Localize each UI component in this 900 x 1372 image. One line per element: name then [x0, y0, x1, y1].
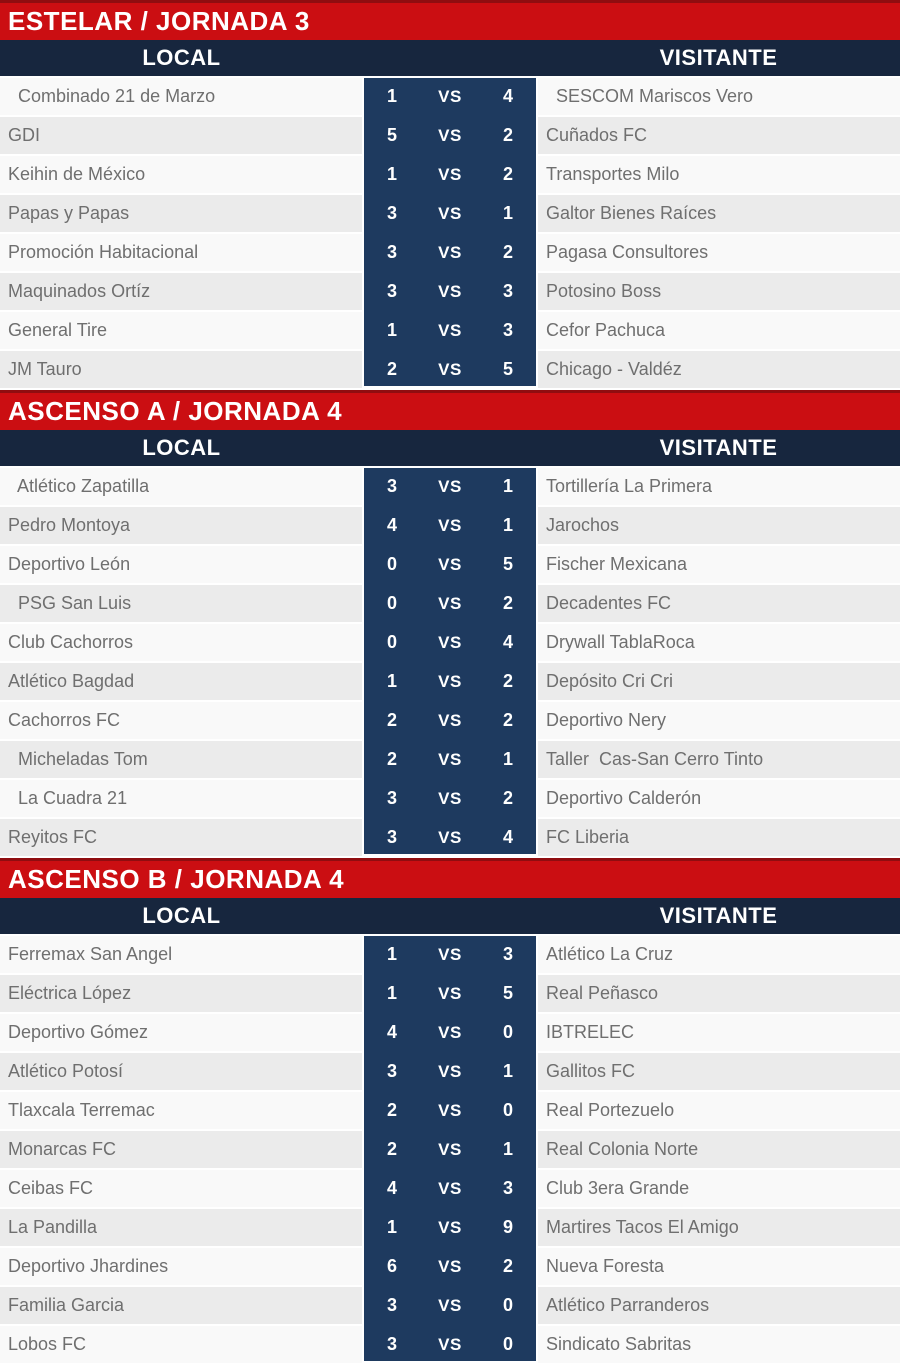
visitante-team-cell: [538, 819, 900, 856]
local-score: 1: [386, 164, 397, 184]
visitante-team-cell: [538, 1170, 900, 1207]
match-row: [0, 117, 900, 154]
match-row: [0, 78, 900, 115]
score-cell: [364, 1326, 536, 1363]
visitante-team-name: Gallitos FC: [546, 1061, 636, 1081]
local-team-cell: [0, 936, 362, 973]
match-rows: [0, 468, 900, 856]
score-cell: [364, 507, 536, 544]
vs-label: VS: [438, 944, 462, 964]
visitante-team-name: Deportivo Nery: [546, 710, 667, 730]
visitante-team-cell: [538, 741, 900, 778]
match-row: [0, 819, 900, 856]
score-cell: [364, 546, 536, 583]
score-cell: [364, 234, 536, 271]
local-team-name: Promoción Habitacional: [8, 242, 199, 262]
score-cell: [364, 1092, 536, 1129]
visitante-score: 4: [502, 827, 513, 847]
visitante-score: 1: [502, 203, 513, 223]
vs-label: VS: [438, 1100, 462, 1120]
visitante-team-cell: [538, 975, 900, 1012]
visitante-team-cell: [538, 117, 900, 154]
local-team-cell: [0, 234, 362, 271]
match-row: [0, 1131, 900, 1168]
visitante-score: 5: [502, 554, 513, 574]
match-row: [0, 507, 900, 544]
vs-label: VS: [438, 1139, 462, 1159]
match-row: [0, 1248, 900, 1285]
league-section: [0, 0, 900, 388]
local-team-cell: [0, 1014, 362, 1051]
section-title: ASCENSO B / JORNADA 4: [8, 864, 345, 894]
columns-header-spacer: [363, 430, 537, 466]
visitante-score: 0: [502, 1295, 513, 1315]
local-team-cell: [0, 585, 362, 622]
local-score: 1: [386, 944, 397, 964]
score-cell: [364, 1131, 536, 1168]
local-team-name: JM Tauro: [8, 359, 82, 379]
visitante-team-cell: [538, 1209, 900, 1246]
visitante-score: 2: [502, 710, 513, 730]
local-team-name: Reyitos FC: [8, 827, 98, 847]
visitante-team-cell: [538, 585, 900, 622]
vs-label: VS: [438, 1178, 462, 1198]
local-team-name: Maquinados Ortíz: [8, 281, 151, 301]
score-cell: [364, 1209, 536, 1246]
local-team-name: Club Cachorros: [8, 632, 134, 652]
local-team-name: Deportivo León: [8, 554, 131, 574]
local-team-name: Tlaxcala Terremac: [8, 1100, 155, 1120]
match-row: [0, 195, 900, 232]
columns-header: [0, 898, 900, 934]
visitante-team-cell: [538, 1092, 900, 1129]
local-team-cell: [0, 117, 362, 154]
visitante-team-name: FC Liberia: [546, 827, 630, 847]
local-score: 0: [386, 593, 397, 613]
score-cell: [364, 195, 536, 232]
match-row: [0, 351, 900, 388]
visitante-team-name: Drywall TablaRoca: [546, 632, 695, 652]
visitante-score: 1: [502, 515, 513, 535]
column-header-local: LOCAL: [142, 903, 221, 928]
local-team-cell: [0, 624, 362, 661]
visitante-team-cell: [538, 234, 900, 271]
local-team-cell: [0, 195, 362, 232]
visitante-team-cell: [538, 1131, 900, 1168]
visitante-team-name: Martires Tacos El Amigo: [546, 1217, 739, 1237]
local-team-cell: [0, 1053, 362, 1090]
score-cell: [364, 1014, 536, 1051]
local-score: 4: [386, 1022, 397, 1042]
section-title-bar: [0, 858, 900, 898]
column-header-local: LOCAL: [142, 435, 221, 460]
local-team-name: Familia Garcia: [8, 1295, 125, 1315]
match-row: [0, 1209, 900, 1246]
local-score: 2: [386, 359, 397, 379]
match-row: [0, 780, 900, 817]
match-row: [0, 585, 900, 622]
score-cell: [364, 1248, 536, 1285]
visitante-score: 2: [502, 125, 513, 145]
score-cell: [364, 663, 536, 700]
score-cell: [364, 1287, 536, 1324]
columns-header: [0, 40, 900, 76]
local-score: 3: [386, 203, 397, 223]
visitante-team-cell: [538, 1287, 900, 1324]
local-team-cell: [0, 1092, 362, 1129]
visitante-score: 2: [502, 671, 513, 691]
vs-label: VS: [438, 359, 462, 379]
local-score: 2: [386, 710, 397, 730]
local-score: 3: [386, 788, 397, 808]
visitante-score: 3: [502, 1178, 513, 1198]
visitante-team-name: Transportes Milo: [546, 164, 680, 184]
vs-label: VS: [438, 242, 462, 262]
score-cell: [364, 585, 536, 622]
match-row: [0, 975, 900, 1012]
vs-label: VS: [438, 710, 462, 730]
match-row: [0, 312, 900, 349]
vs-label: VS: [438, 515, 462, 535]
score-cell: [364, 936, 536, 973]
visitante-score: 2: [502, 593, 513, 613]
visitante-team-name: Galtor Bienes Raíces: [546, 203, 717, 223]
local-team-name: Eléctrica López: [8, 983, 132, 1003]
match-row: [0, 702, 900, 739]
columns-header-spacer: [363, 40, 537, 76]
local-team-cell: [0, 312, 362, 349]
visitante-team-name: Tortillería La Primera: [546, 476, 713, 496]
visitante-team-name: Decadentes FC: [546, 593, 672, 613]
vs-label: VS: [438, 788, 462, 808]
vs-label: VS: [438, 1061, 462, 1081]
local-score: 3: [386, 1061, 397, 1081]
local-team-cell: [0, 780, 362, 817]
column-header-local: LOCAL: [142, 45, 221, 70]
match-row: [0, 624, 900, 661]
local-team-name: Pedro Montoya: [8, 515, 131, 535]
visitante-team-cell: [538, 156, 900, 193]
section-title: ESTELAR / JORNADA 3: [8, 6, 310, 36]
visitante-score: 0: [502, 1100, 513, 1120]
visitante-score: 3: [502, 281, 513, 301]
local-team-cell: [0, 1326, 362, 1363]
local-team-name: La Cuadra 21: [8, 788, 128, 808]
visitante-score: 9: [502, 1217, 513, 1237]
visitante-team-name: Taller Cas-San Cerro Tinto: [546, 749, 764, 769]
visitante-team-name: SESCOM Mariscos Vero: [546, 86, 754, 106]
score-cell: [364, 1053, 536, 1090]
vs-label: VS: [438, 320, 462, 340]
local-team-cell: [0, 975, 362, 1012]
local-score: 2: [386, 749, 397, 769]
visitante-team-cell: [538, 351, 900, 388]
local-score: 3: [386, 281, 397, 301]
visitante-team-cell: [538, 312, 900, 349]
local-score: 1: [386, 320, 397, 340]
local-team-name: Deportivo Jhardines: [8, 1256, 169, 1276]
local-team-cell: [0, 819, 362, 856]
vs-label: VS: [438, 671, 462, 691]
visitante-score: 5: [502, 359, 513, 379]
vs-label: VS: [438, 164, 462, 184]
visitante-team-name: Real Peñasco: [546, 983, 659, 1003]
local-score: 1: [386, 983, 397, 1003]
vs-label: VS: [438, 593, 462, 613]
vs-label: VS: [438, 554, 462, 574]
column-header-visitante: VISITANTE: [659, 45, 778, 70]
visitante-team-name: Real Portezuelo: [546, 1100, 675, 1120]
vs-label: VS: [438, 1334, 462, 1354]
visitante-score: 0: [502, 1334, 513, 1354]
local-score: 6: [386, 1256, 397, 1276]
score-cell: [364, 819, 536, 856]
local-team-name: Papas y Papas: [8, 203, 130, 223]
visitante-score: 1: [502, 749, 513, 769]
section-title-bar: [0, 390, 900, 430]
score-cell: [364, 702, 536, 739]
local-score: 5: [386, 125, 397, 145]
match-row: [0, 156, 900, 193]
local-team-name: Keihin de México: [8, 164, 146, 184]
section-title-bar: [0, 0, 900, 40]
visitante-team-cell: [538, 1248, 900, 1285]
score-cell: [364, 78, 536, 115]
score-cell: [364, 468, 536, 505]
columns-header-spacer: [363, 898, 537, 934]
score-cell: [364, 156, 536, 193]
score-cell: [364, 975, 536, 1012]
visitante-team-cell: [538, 624, 900, 661]
visitante-score: 4: [502, 632, 513, 652]
vs-label: VS: [438, 86, 462, 106]
vs-label: VS: [438, 125, 462, 145]
visitante-score: 1: [502, 1139, 513, 1159]
vs-label: VS: [438, 1022, 462, 1042]
score-cell: [364, 312, 536, 349]
visitante-team-cell: [538, 1053, 900, 1090]
local-team-cell: [0, 273, 362, 310]
visitante-team-name: Cefor Pachuca: [546, 320, 666, 340]
visitante-score: 5: [502, 983, 513, 1003]
visitante-score: 4: [502, 86, 513, 106]
visitante-team-name: Chicago - Valdéz: [546, 359, 682, 379]
visitante-team-cell: [538, 546, 900, 583]
visitante-team-name: Cuñados FC: [546, 125, 648, 145]
local-team-cell: [0, 663, 362, 700]
visitante-team-cell: [538, 468, 900, 505]
local-team-cell: [0, 1209, 362, 1246]
league-section: [0, 858, 900, 1363]
local-score: 3: [386, 242, 397, 262]
local-score: 4: [386, 1178, 397, 1198]
local-score: 0: [386, 554, 397, 574]
visitante-team-name: Deportivo Calderón: [546, 788, 702, 808]
visitante-score: 0: [502, 1022, 513, 1042]
vs-label: VS: [438, 983, 462, 1003]
visitante-team-name: Real Colonia Norte: [546, 1139, 699, 1159]
score-cell: [364, 1170, 536, 1207]
score-cell: [364, 351, 536, 388]
visitante-team-name: IBTRELEC: [546, 1022, 635, 1042]
local-team-name: Lobos FC: [8, 1334, 87, 1354]
local-team-cell: [0, 156, 362, 193]
match-row: [0, 468, 900, 505]
local-team-cell: [0, 546, 362, 583]
score-cell: [364, 624, 536, 661]
visitante-score: 1: [502, 1061, 513, 1081]
visitante-score: 2: [502, 242, 513, 262]
vs-label: VS: [438, 476, 462, 496]
visitante-team-name: Jarochos: [546, 515, 620, 535]
vs-label: VS: [438, 1217, 462, 1237]
local-team-cell: [0, 702, 362, 739]
visitante-team-cell: [538, 936, 900, 973]
vs-label: VS: [438, 1295, 462, 1315]
local-team-cell: [0, 1170, 362, 1207]
local-team-cell: [0, 78, 362, 115]
match-row: [0, 1092, 900, 1129]
local-team-cell: [0, 351, 362, 388]
match-row: [0, 663, 900, 700]
section-title: ASCENSO A / JORNADA 4: [8, 396, 343, 426]
visitante-team-cell: [538, 663, 900, 700]
local-score: 2: [386, 1100, 397, 1120]
local-team-cell: [0, 507, 362, 544]
visitante-team-name: Fischer Mexicana: [546, 554, 688, 574]
match-row: [0, 1287, 900, 1324]
local-team-name: Ceibas FC: [8, 1178, 94, 1198]
local-score: 3: [386, 476, 397, 496]
local-team-cell: [0, 1248, 362, 1285]
visitante-team-name: Sindicato Sabritas: [546, 1334, 692, 1354]
visitante-team-cell: [538, 273, 900, 310]
vs-label: VS: [438, 281, 462, 301]
local-team-name: Atlético Potosí: [8, 1061, 124, 1081]
local-score: 4: [386, 515, 397, 535]
visitante-team-name: Club 3era Grande: [546, 1178, 690, 1198]
visitante-team-name: Depósito Cri Cri: [546, 671, 674, 691]
match-row: [0, 1053, 900, 1090]
match-rows: [0, 936, 900, 1363]
column-header-visitante: VISITANTE: [659, 435, 778, 460]
match-row: [0, 741, 900, 778]
local-team-name: Cachorros FC: [8, 710, 121, 730]
local-team-name: Atlético Zapatilla: [8, 476, 150, 496]
local-score: 3: [386, 827, 397, 847]
local-team-name: PSG San Luis: [8, 593, 132, 613]
local-score: 3: [386, 1334, 397, 1354]
match-row: [0, 1170, 900, 1207]
local-team-name: General Tire: [8, 320, 108, 340]
score-cell: [364, 273, 536, 310]
score-cell: [364, 741, 536, 778]
visitante-team-name: Potosino Boss: [546, 281, 662, 301]
visitante-score: 3: [502, 944, 513, 964]
local-team-name: Ferremax San Angel: [8, 944, 173, 964]
local-team-cell: [0, 1287, 362, 1324]
local-team-name: Deportivo Gómez: [8, 1022, 149, 1042]
visitante-score: 3: [502, 320, 513, 340]
visitante-team-cell: [538, 78, 900, 115]
visitante-score: 1: [502, 476, 513, 496]
match-row: [0, 1326, 900, 1363]
visitante-score: 2: [502, 788, 513, 808]
visitante-team-cell: [538, 195, 900, 232]
visitante-team-cell: [538, 1014, 900, 1051]
local-score: 1: [386, 86, 397, 106]
vs-label: VS: [438, 632, 462, 652]
local-team-name: GDI: [8, 125, 41, 145]
visitante-team-name: Atlético La Cruz: [546, 944, 674, 964]
local-team-name: Combinado 21 de Marzo: [8, 86, 216, 106]
visitante-score: 2: [502, 164, 513, 184]
column-header-visitante: VISITANTE: [659, 903, 778, 928]
local-score: 1: [386, 1217, 397, 1237]
visitante-team-cell: [538, 507, 900, 544]
league-section: [0, 390, 900, 856]
score-cell: [364, 117, 536, 154]
local-team-name: La Pandilla: [8, 1217, 98, 1237]
vs-label: VS: [438, 827, 462, 847]
local-team-cell: [0, 468, 362, 505]
local-score: 2: [386, 1139, 397, 1159]
match-rows: [0, 78, 900, 388]
visitante-score: 2: [502, 1256, 513, 1276]
match-row: [0, 234, 900, 271]
visitante-team-name: Pagasa Consultores: [546, 242, 709, 262]
score-cell: [364, 780, 536, 817]
local-team-name: Micheladas Tom: [8, 749, 148, 769]
visitante-team-name: Atlético Parranderos: [546, 1295, 710, 1315]
local-team-name: Atlético Bagdad: [8, 671, 135, 691]
match-row: [0, 936, 900, 973]
vs-label: VS: [438, 749, 462, 769]
match-row: [0, 273, 900, 310]
local-score: 1: [386, 671, 397, 691]
match-row: [0, 1014, 900, 1051]
vs-label: VS: [438, 203, 462, 223]
visitante-team-name: Nueva Foresta: [546, 1256, 665, 1276]
vs-label: VS: [438, 1256, 462, 1276]
local-team-cell: [0, 741, 362, 778]
visitante-team-cell: [538, 1326, 900, 1363]
columns-header: [0, 430, 900, 466]
local-team-cell: [0, 1131, 362, 1168]
visitante-team-cell: [538, 780, 900, 817]
local-team-name: Monarcas FC: [8, 1139, 117, 1159]
visitante-team-cell: [538, 702, 900, 739]
match-row: [0, 546, 900, 583]
local-score: 0: [386, 632, 397, 652]
local-score: 3: [386, 1295, 397, 1315]
